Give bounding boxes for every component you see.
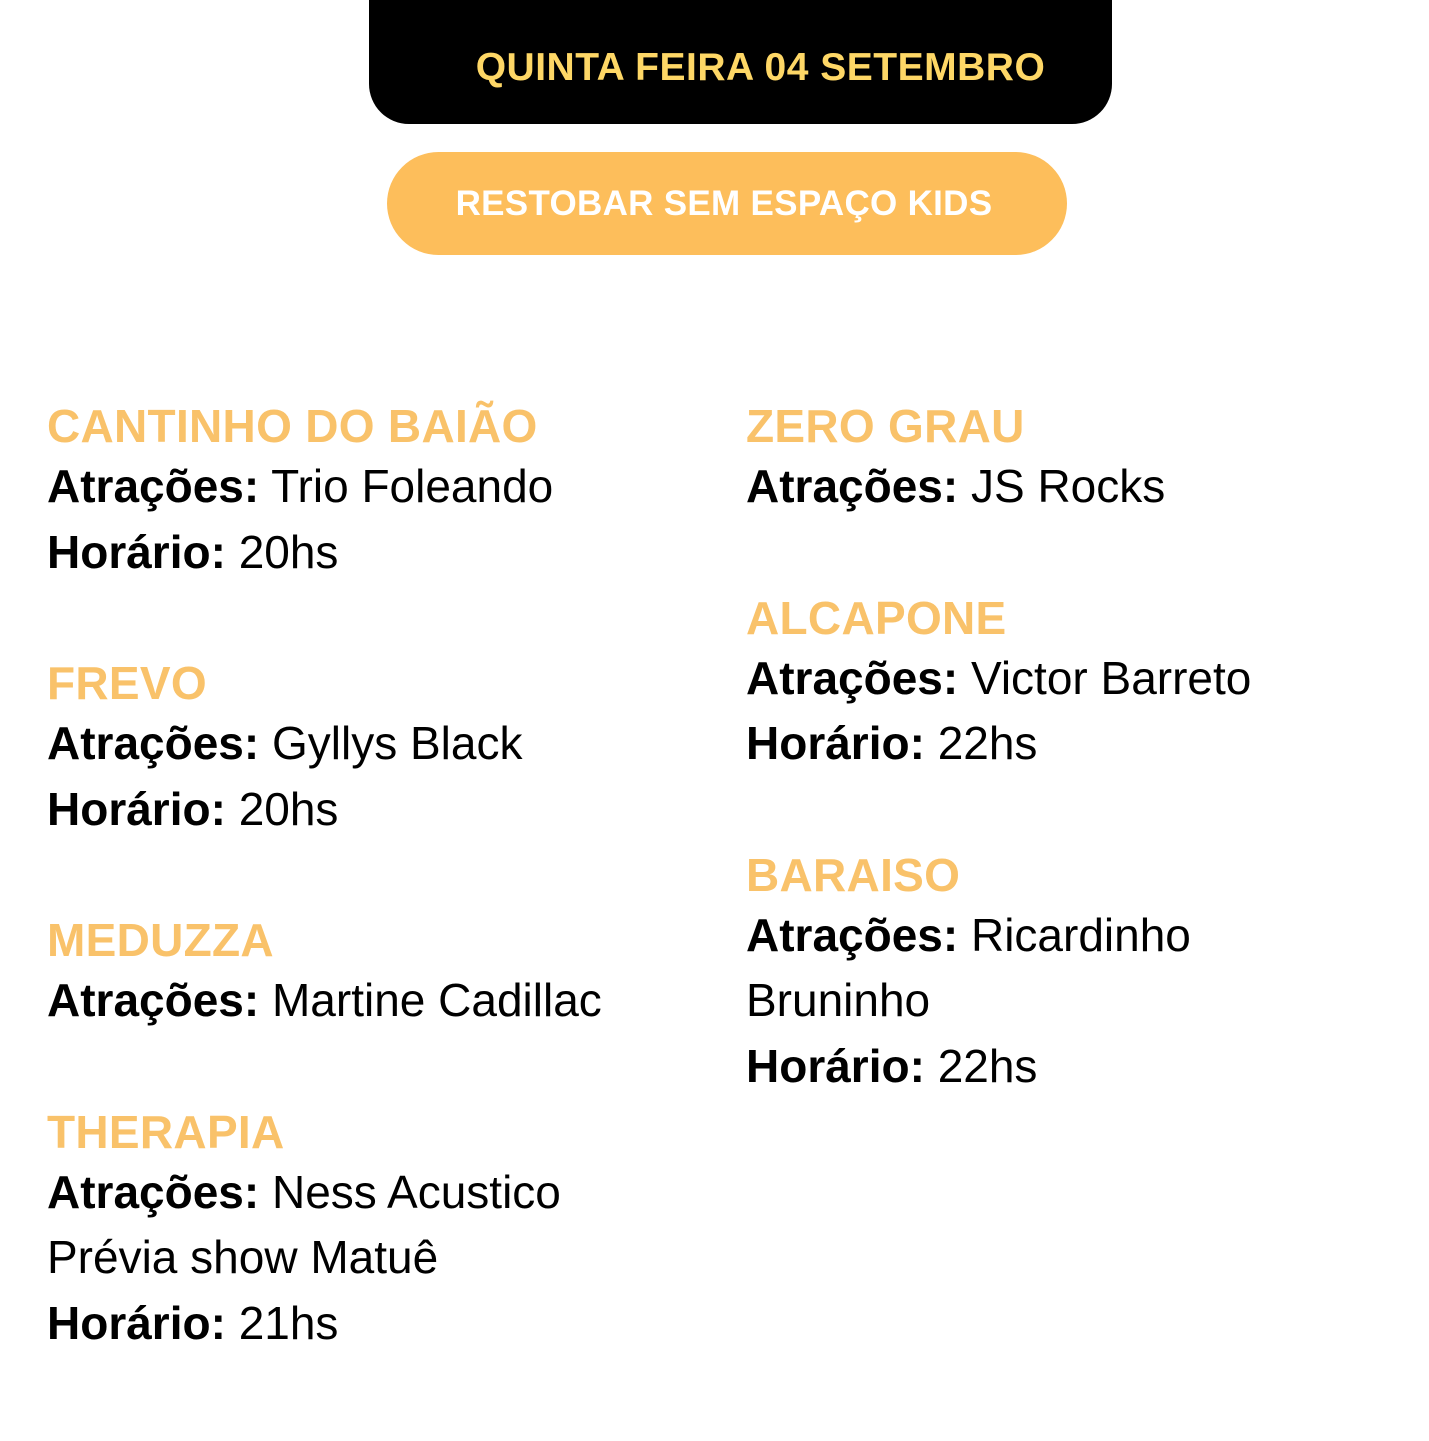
venue-subtitle: RESTOBAR SEM ESPAÇO KIDS [455, 183, 993, 223]
venue-block [47, 1104, 707, 1357]
attractions-line [47, 1160, 707, 1226]
attractions-label: Atrações: [47, 460, 260, 512]
attractions-value: Victor Barreto [970, 651, 1252, 704]
venue-name: MEDUZZA [47, 914, 274, 966]
spacer [47, 585, 707, 655]
attractions-value: Bruninho [746, 974, 931, 1026]
right-column [746, 398, 1406, 1099]
attractions-value: JS Rocks [970, 460, 1166, 512]
venue-name: BARAISO [746, 848, 961, 901]
attractions-line [746, 903, 1406, 969]
time-label: Horário: [746, 1039, 925, 1092]
attractions-value: Martine Cadillac [271, 974, 602, 1026]
venue-block [47, 398, 707, 585]
attractions-value: Ricardinho [970, 908, 1191, 961]
attractions-line [746, 454, 1406, 520]
attractions-line [47, 454, 707, 520]
spacer [746, 520, 1406, 590]
time-label: Horário: [47, 525, 226, 578]
attractions-value: Prévia show Matuê [47, 1231, 439, 1283]
venue-name: CANTINHO DO BAIÃO [47, 400, 538, 452]
venue-block [746, 590, 1406, 777]
date-title: QUINTA FEIRA 04 SETEMBRO [475, 46, 1046, 89]
venue-block [746, 398, 1406, 520]
time-value: 20hs [238, 782, 339, 835]
attractions-label: Atrações: [746, 908, 959, 961]
attractions-label: Atrações: [47, 717, 260, 769]
attractions-line [47, 968, 707, 1034]
time-value: 22hs [937, 1039, 1038, 1092]
time-line [746, 711, 1406, 777]
venue-block [47, 655, 707, 842]
time-label: Horário: [47, 782, 226, 835]
attractions-label: Atrações: [47, 1165, 260, 1218]
venue-block [47, 912, 707, 1034]
time-value: 22hs [937, 717, 1038, 769]
attractions-value: Trio Foleando [271, 460, 554, 512]
attractions-value: Gyllys Black [271, 717, 523, 769]
time-label: Horário: [47, 1296, 226, 1349]
attractions-label: Atrações: [746, 460, 959, 512]
attractions-label: Atrações: [47, 974, 260, 1026]
time-value: 21hs [238, 1296, 339, 1349]
time-line [47, 1291, 707, 1357]
spacer [47, 1034, 707, 1104]
venue-name: ALCAPONE [746, 591, 1007, 644]
venue-name: FREVO [47, 657, 207, 709]
attractions-label: Atrações: [746, 651, 959, 704]
date-banner [369, 0, 1112, 124]
attractions-line [746, 646, 1406, 712]
time-value: 20hs [238, 525, 339, 578]
venue-name: THERAPIA [47, 1105, 285, 1158]
spacer [746, 777, 1406, 847]
time-line [47, 520, 707, 586]
venue-block [746, 847, 1406, 1100]
attractions-continuation [746, 968, 1406, 1034]
attractions-continuation [47, 1225, 707, 1291]
attractions-value: Ness Acustico [271, 1165, 561, 1218]
spacer [47, 842, 707, 912]
time-label: Horário: [746, 717, 925, 769]
venue-name: ZERO GRAU [746, 400, 1025, 452]
time-line [746, 1034, 1406, 1100]
venue-pill [387, 152, 1067, 255]
time-line [47, 777, 707, 843]
attractions-line [47, 711, 707, 777]
left-column [47, 398, 707, 1356]
